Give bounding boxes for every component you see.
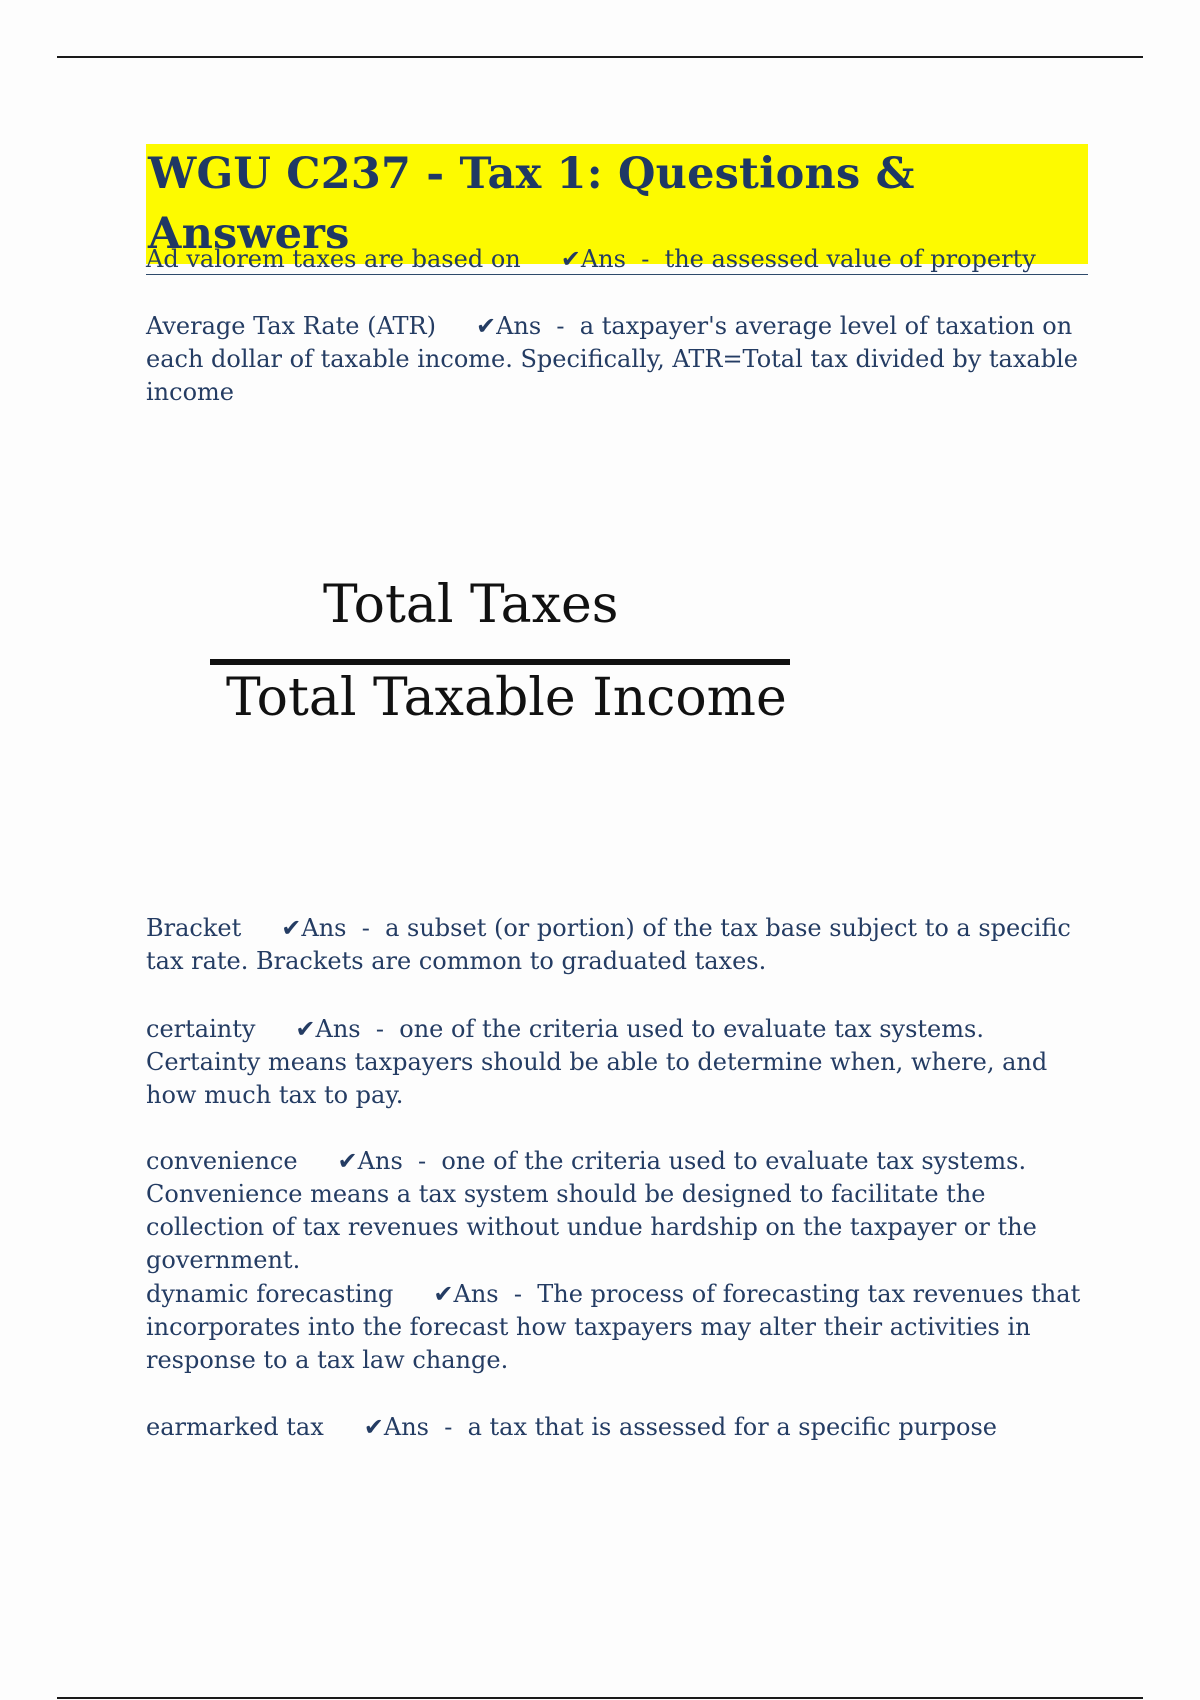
document-title: WGU C237 - Tax 1: Questions & Answers [146, 144, 1088, 264]
qa-item: Average Tax Rate (ATR) ✔Ans - a taxpayer's average level of taxation on each dollar of taxable income. Specifically, ATR=Total tax divided by taxable income [146, 312, 1078, 406]
qa-term: Average Tax Rate (ATR) [146, 312, 436, 340]
qa-term: Bracket [146, 914, 242, 942]
qa-answer: a taxpayer's average level of taxation on each dollar of taxable income. Specifically, ATR=Total tax divided by taxable income [146, 312, 1078, 406]
qa-item: convenience ✔Ans - one of the criteria used to evaluate tax systems. Convenience means a tax system should be designed to facilitate the collection of tax revenues without undue hardship on the taxpayer or the government. [146, 1147, 1037, 1274]
qa-answer: a subset (or portion) of the tax base subject to a specific tax rate. Brackets are common to graduated taxes. [146, 914, 1071, 975]
qa-term: dynamic forecasting [146, 1280, 394, 1308]
qa-item: earmarked tax ✔Ans - a tax that is assessed for a specific purpose [146, 1413, 997, 1441]
qa-term: convenience [146, 1147, 298, 1175]
ans-marker: ✔Ans [295, 1015, 361, 1043]
ans-marker: ✔Ans [337, 1147, 403, 1175]
qa-answer: a tax that is assessed for a specific purpose [467, 1413, 997, 1441]
qa-answer: one of the criteria used to evaluate tax systems. Certainty means taxpayers should be able to determine when, where, and how much tax to pay. [146, 1015, 1048, 1109]
qa-answer: the assessed value of property [664, 245, 1036, 273]
footer-rule [57, 1697, 1143, 1699]
qa-term: Ad valorem taxes are based on [146, 245, 521, 273]
qa-answer: one of the criteria used to evaluate tax systems. Convenience means a tax system should be designed to facilitate the collection of tax revenues without undue hardship on the taxpayer or the government. [146, 1147, 1037, 1274]
formula-denominator: Total Taxable Income [226, 668, 787, 728]
qa-item: Bracket ✔Ans - a subset (or portion) of the tax base subject to a specific tax rate. Brackets are common to graduated taxes. [146, 914, 1071, 975]
qa-item: Ad valorem taxes are based on ✔Ans - the assessed value of property [146, 245, 1036, 273]
qa-term: earmarked tax [146, 1413, 324, 1441]
ans-marker: ✔Ans [281, 914, 347, 942]
qa-item: dynamic forecasting ✔Ans - The process of forecasting tax revenues that incorporates into the forecast how taxpayers may alter their activities in response to a tax law change. [146, 1280, 1081, 1374]
ans-marker: ✔Ans [433, 1280, 499, 1308]
ans-marker: ✔Ans [363, 1413, 429, 1441]
ans-marker: ✔Ans [560, 245, 626, 273]
ans-marker: ✔Ans [475, 312, 542, 340]
qa-item: certainty ✔Ans - one of the criteria used to evaluate tax systems. Certainty means taxpayers should be able to determine when, where, and how much tax to pay. [146, 1015, 1048, 1109]
qa-answer: The process of forecasting tax revenues that incorporates into the forecast how taxpayers may alter their activities in response to a tax law change. [146, 1280, 1081, 1374]
formula-numerator: Total Taxes [323, 575, 619, 635]
qa-term: certainty [146, 1015, 256, 1043]
header-rule [57, 56, 1143, 58]
